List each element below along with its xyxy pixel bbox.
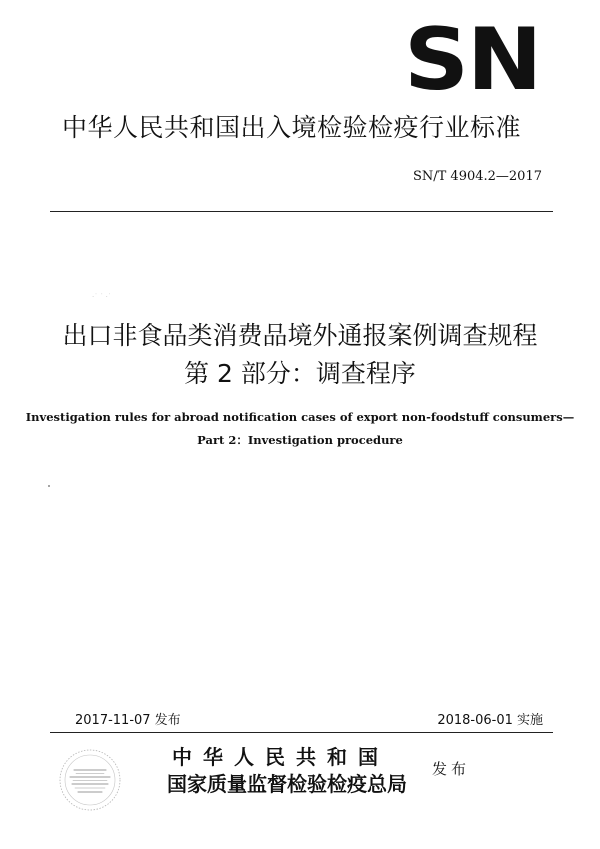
- implementation-date: 2018-06-01 实施: [437, 713, 543, 728]
- document-title-cn-line1: 出口非食品类消费品境外通报案例调查规程: [62, 321, 538, 350]
- document-title-en-line1: Investigation rules for abroad notification cases of export non-foodstuff consumers—: [25, 410, 575, 424]
- scan-artifact-dot: [48, 485, 50, 487]
- bottom-divider: [50, 732, 553, 733]
- anti-counterfeit-stamp-icon: [58, 748, 122, 812]
- standard-category-title: 中华人民共和国出入境检验检疫行业标准: [62, 113, 522, 142]
- publisher-country: 中华人民共和国: [172, 745, 389, 769]
- top-divider: [50, 211, 553, 212]
- standard-code: SN/T 4904.2—2017: [412, 169, 542, 184]
- publish-label: 发布: [432, 760, 471, 778]
- sn-logo: SN: [404, 10, 541, 110]
- issue-date: 2017-11-07 发布: [75, 713, 181, 728]
- publisher-agency: 国家质量监督检验检疫总局: [167, 772, 407, 796]
- scan-artifact-mark: ·˙ ˙ ·˙: [92, 293, 112, 301]
- document-title-cn-line2: 第 2 部分：调查程序: [184, 359, 416, 388]
- document-title-en-line2: Part 2：Investigation procedure: [197, 433, 403, 447]
